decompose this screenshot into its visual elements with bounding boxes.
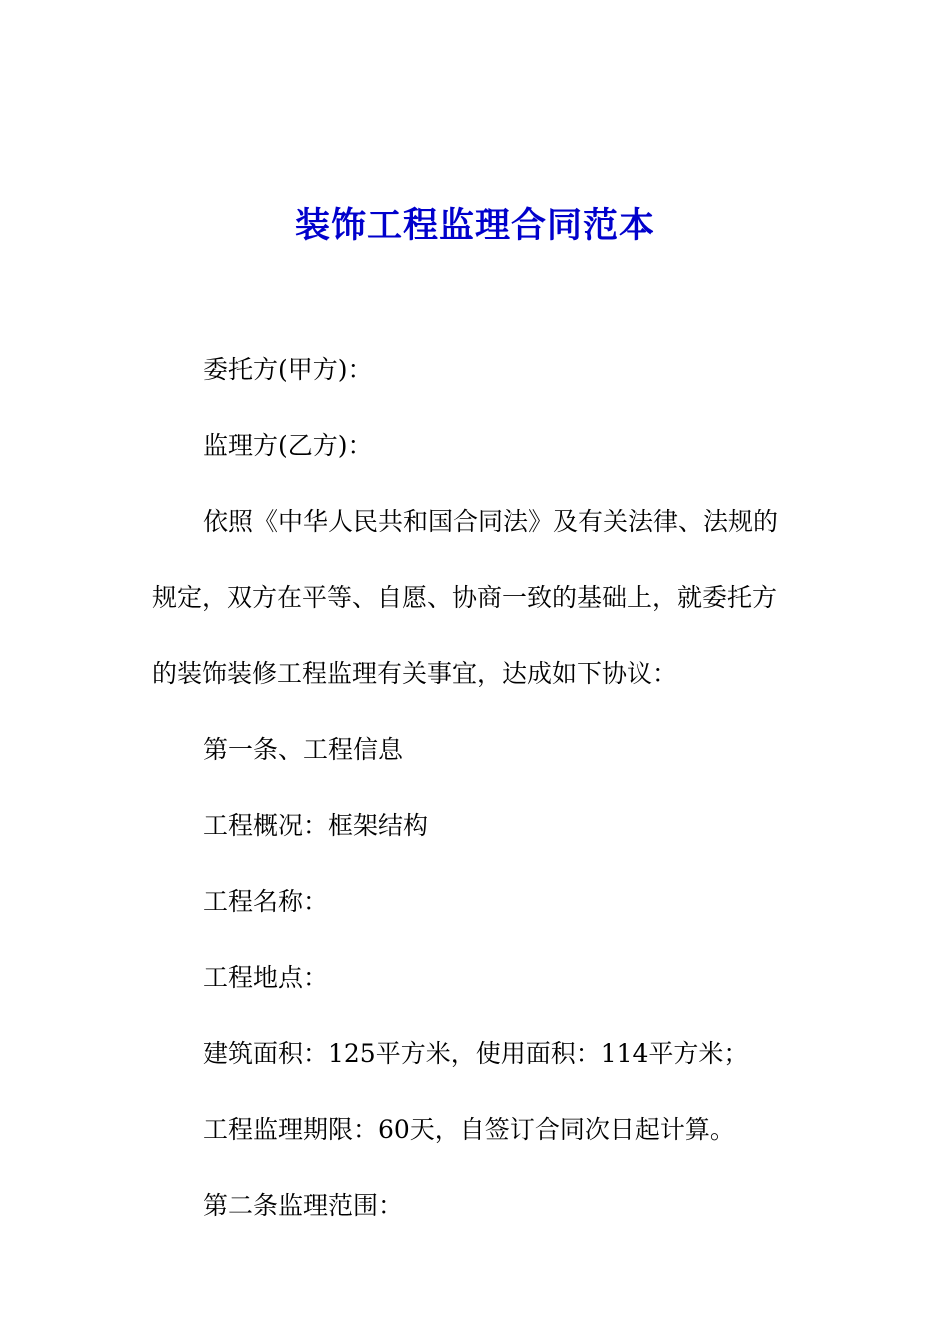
supervision-period-line: 工程监理期限：60天，自签订合同次日起计算。 <box>203 1115 735 1144</box>
document-body <box>152 332 798 1244</box>
document-title: 装饰工程监理合同范本 <box>294 205 655 247</box>
area-line: 建筑面积：125平方米，使用面积：114平方米； <box>203 1039 749 1068</box>
article-1-heading: 第一条、工程信息 <box>203 735 404 764</box>
preamble-paragraph: 依照《中华人民共和国合同法》及有关法律、法规的规定，双方在平等、自愿、协商一致的基础上，就委托方的装饰装修工程监理有关事宜，达成如下协议： <box>152 507 779 688</box>
project-name-line: 工程名称： <box>203 887 329 916</box>
project-overview-line: 工程概况：框架结构 <box>203 811 429 840</box>
party-b-line: 监理方(乙方)： <box>203 431 373 460</box>
article-2-heading: 第二条监理范围： <box>203 1191 404 1220</box>
party-a-line: 委托方(甲方)： <box>203 355 373 384</box>
project-location-line: 工程地点： <box>203 963 329 992</box>
